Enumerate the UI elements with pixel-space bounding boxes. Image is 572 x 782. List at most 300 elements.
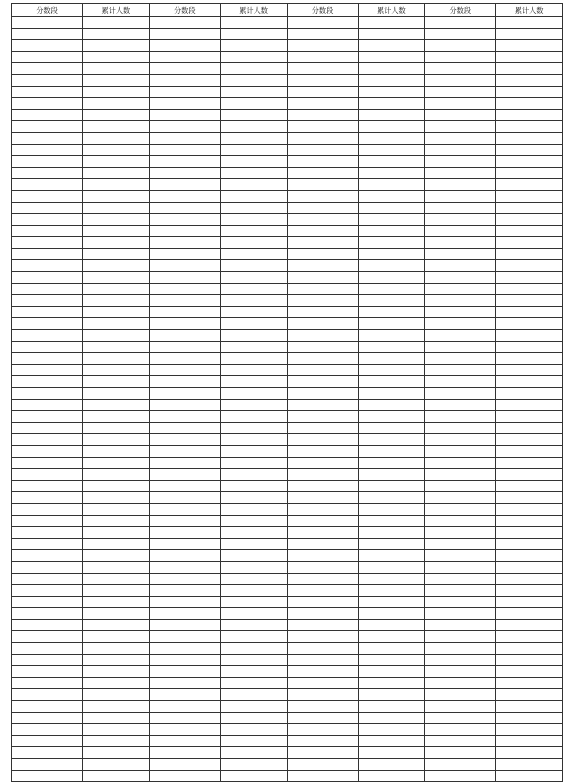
cumulative-count-cell [220,98,287,110]
table-row [12,109,563,121]
score-range-cell [287,515,358,527]
score-range-cell [12,677,83,689]
cumulative-count-cell [496,260,563,272]
score-range-cell [425,167,496,179]
score-range-cell [12,596,83,608]
table-body [12,17,563,782]
score-range-cell [12,225,83,237]
cumulative-count-cell [358,283,425,295]
score-range-cell [425,492,496,504]
score-range-cell [149,28,220,40]
table-row [12,330,563,342]
score-range-cell [12,341,83,353]
score-range-cell [149,121,220,133]
score-range-cell [425,51,496,63]
cumulative-count-cell [83,225,150,237]
cumulative-count-cell [83,666,150,678]
cumulative-count-cell [220,399,287,411]
cumulative-count-cell [496,712,563,724]
cumulative-count-cell [358,503,425,515]
score-range-cell [287,445,358,457]
score-range-cell [149,260,220,272]
score-range-cell [12,666,83,678]
score-range-cell [425,283,496,295]
cumulative-count-cell [358,109,425,121]
score-range-cell [12,190,83,202]
score-range-cell [12,538,83,550]
cumulative-count-cell [496,527,563,539]
cumulative-count-cell [496,225,563,237]
cumulative-count-cell [220,735,287,747]
cumulative-count-cell [358,167,425,179]
table-row [12,515,563,527]
header-cumulative-count-3: 累计人数 [358,4,425,17]
score-range-cell [149,654,220,666]
cumulative-count-cell [496,619,563,631]
cumulative-count-cell [83,190,150,202]
score-range-cell [425,596,496,608]
cumulative-count-cell [358,98,425,110]
cumulative-count-cell [220,457,287,469]
table-row [12,353,563,365]
score-range-cell [149,248,220,260]
score-range-cell [12,248,83,260]
table-row [12,770,563,782]
cumulative-count-cell [496,202,563,214]
cumulative-count-cell [496,480,563,492]
table-row [12,74,563,86]
score-range-cell [149,631,220,643]
cumulative-count-cell [496,121,563,133]
score-range-cell [425,469,496,481]
score-range-cell [425,585,496,597]
score-range-cell [12,619,83,631]
cumulative-count-cell [220,619,287,631]
table-row [12,144,563,156]
cumulative-count-cell [220,608,287,620]
score-range-cell [287,156,358,168]
table-row [12,759,563,771]
score-range-cell [425,318,496,330]
cumulative-count-cell [496,538,563,550]
cumulative-count-cell [220,63,287,75]
score-range-cell [12,86,83,98]
cumulative-count-cell [496,330,563,342]
score-range-cell [287,759,358,771]
cumulative-count-cell [220,492,287,504]
score-range-cell [425,98,496,110]
table-row [12,260,563,272]
score-range-cell [425,248,496,260]
cumulative-count-cell [220,248,287,260]
cumulative-count-cell [83,701,150,713]
score-range-cell [425,503,496,515]
cumulative-count-cell [358,260,425,272]
cumulative-count-cell [358,608,425,620]
cumulative-count-cell [496,353,563,365]
cumulative-count-cell [83,561,150,573]
score-range-cell [12,759,83,771]
score-range-cell [425,550,496,562]
score-range-cell [425,399,496,411]
header-score-range-3: 分数段 [287,4,358,17]
cumulative-count-cell [358,364,425,376]
score-range-cell [287,654,358,666]
cumulative-count-cell [83,306,150,318]
cumulative-count-cell [83,341,150,353]
cumulative-count-cell [358,190,425,202]
table-row [12,248,563,260]
score-range-cell [149,573,220,585]
table-row [12,631,563,643]
cumulative-count-cell [358,132,425,144]
cumulative-count-cell [496,109,563,121]
score-range-cell [149,677,220,689]
header-cumulative-count-1: 累计人数 [83,4,150,17]
score-range-cell [425,202,496,214]
cumulative-count-cell [220,132,287,144]
table-row [12,121,563,133]
table-row [12,596,563,608]
cumulative-count-cell [83,74,150,86]
cumulative-count-cell [496,724,563,736]
cumulative-count-cell [220,445,287,457]
table-row [12,735,563,747]
score-range-cell [425,770,496,782]
score-range-cell [12,272,83,284]
score-range-cell [149,399,220,411]
cumulative-count-cell [358,237,425,249]
cumulative-count-cell [496,445,563,457]
score-range-cell [12,318,83,330]
score-range-cell [287,422,358,434]
cumulative-count-cell [220,214,287,226]
cumulative-count-cell [83,144,150,156]
score-range-cell [287,330,358,342]
score-range-cell [425,712,496,724]
cumulative-count-cell [220,747,287,759]
cumulative-count-cell [496,214,563,226]
score-range-cell [12,689,83,701]
cumulative-count-cell [220,318,287,330]
score-range-cell [149,40,220,52]
cumulative-count-cell [83,712,150,724]
score-range-cell [12,735,83,747]
cumulative-count-cell [220,156,287,168]
cumulative-count-cell [83,248,150,260]
score-range-cell [12,364,83,376]
score-range-cell [149,724,220,736]
cumulative-count-cell [358,51,425,63]
cumulative-count-cell [496,689,563,701]
table-row [12,156,563,168]
score-range-cell [287,747,358,759]
cumulative-count-cell [220,364,287,376]
score-range-cell [425,643,496,655]
cumulative-count-cell [220,17,287,29]
table-row [12,585,563,597]
cumulative-count-cell [83,121,150,133]
table-row [12,283,563,295]
cumulative-count-cell [496,74,563,86]
score-range-cell [149,341,220,353]
cumulative-count-cell [358,28,425,40]
score-range-cell [149,434,220,446]
score-range-cell [12,527,83,539]
score-range-cell [12,701,83,713]
cumulative-count-cell [83,619,150,631]
score-range-cell [12,167,83,179]
cumulative-count-cell [496,573,563,585]
score-range-cell [12,445,83,457]
score-range-cell [12,654,83,666]
cumulative-count-cell [358,179,425,191]
cumulative-count-cell [496,561,563,573]
cumulative-count-cell [83,457,150,469]
cumulative-count-cell [83,503,150,515]
cumulative-count-cell [358,654,425,666]
score-range-cell [425,654,496,666]
score-range-cell [149,561,220,573]
cumulative-count-cell [358,596,425,608]
score-range-cell [149,214,220,226]
cumulative-count-cell [220,121,287,133]
table-row [12,689,563,701]
score-range-cell [287,214,358,226]
score-range-cell [425,631,496,643]
cumulative-count-cell [358,63,425,75]
cumulative-count-cell [496,643,563,655]
score-range-cell [425,190,496,202]
score-range-cell [287,480,358,492]
cumulative-count-cell [83,272,150,284]
cumulative-count-cell [83,724,150,736]
cumulative-count-cell [83,596,150,608]
score-range-cell [287,28,358,40]
score-range-cell [287,179,358,191]
score-range-cell [425,573,496,585]
score-range-cell [287,202,358,214]
cumulative-count-cell [496,237,563,249]
cumulative-count-cell [83,538,150,550]
cumulative-count-cell [496,735,563,747]
cumulative-count-cell [220,631,287,643]
score-range-cell [12,573,83,585]
cumulative-count-cell [83,759,150,771]
score-range-cell [149,86,220,98]
score-range-cell [425,724,496,736]
score-range-cell [425,295,496,307]
table-row [12,643,563,655]
cumulative-count-cell [83,735,150,747]
cumulative-count-cell [358,724,425,736]
cumulative-count-cell [358,666,425,678]
score-range-cell [12,561,83,573]
cumulative-count-cell [358,40,425,52]
score-range-cell [12,388,83,400]
score-range-cell [287,770,358,782]
cumulative-count-cell [220,330,287,342]
cumulative-count-cell [83,573,150,585]
score-range-cell [12,643,83,655]
table-row [12,364,563,376]
score-range-cell [149,422,220,434]
cumulative-count-cell [358,399,425,411]
score-range-cell [149,492,220,504]
score-range-cell [12,747,83,759]
score-range-cell [12,28,83,40]
cumulative-count-cell [496,248,563,260]
cumulative-count-cell [83,179,150,191]
score-range-cell [149,74,220,86]
score-range-cell [287,388,358,400]
score-range-cell [12,306,83,318]
score-range-cell [149,156,220,168]
score-range-cell [287,132,358,144]
cumulative-count-cell [220,561,287,573]
cumulative-count-cell [358,759,425,771]
score-range-cell [287,689,358,701]
score-range-cell [425,527,496,539]
cumulative-count-cell [496,666,563,678]
cumulative-count-cell [358,202,425,214]
score-range-cell [149,98,220,110]
cumulative-count-cell [496,341,563,353]
table-row [12,434,563,446]
cumulative-count-cell [358,747,425,759]
cumulative-count-cell [220,503,287,515]
score-range-cell [149,770,220,782]
cumulative-count-cell [358,457,425,469]
cumulative-count-cell [83,469,150,481]
score-range-cell [12,376,83,388]
score-range-cell [287,457,358,469]
cumulative-count-cell [220,225,287,237]
score-range-cell [12,156,83,168]
score-range-cell [149,202,220,214]
cumulative-count-cell [220,86,287,98]
cumulative-count-cell [496,411,563,423]
cumulative-count-cell [83,40,150,52]
score-range-cell [425,225,496,237]
score-range-cell [425,701,496,713]
score-range-cell [149,643,220,655]
score-range-cell [425,561,496,573]
score-range-cell [149,63,220,75]
table-row [12,411,563,423]
cumulative-count-cell [496,376,563,388]
table-row [12,214,563,226]
score-range-cell [149,330,220,342]
score-range-cell [425,260,496,272]
cumulative-count-cell [496,747,563,759]
score-range-cell [287,167,358,179]
table-row [12,17,563,29]
table-row [12,712,563,724]
cumulative-count-cell [496,28,563,40]
cumulative-count-cell [358,295,425,307]
cumulative-count-cell [220,422,287,434]
cumulative-count-cell [83,550,150,562]
cumulative-count-cell [220,689,287,701]
score-distribution-sheet [11,0,562,768]
cumulative-count-cell [83,330,150,342]
cumulative-count-cell [220,190,287,202]
score-range-cell [12,179,83,191]
cumulative-count-cell [83,411,150,423]
cumulative-count-cell [83,17,150,29]
score-range-cell [149,225,220,237]
table-row [12,167,563,179]
table-row [12,666,563,678]
score-range-cell [425,666,496,678]
table-row [12,132,563,144]
score-range-cell [149,283,220,295]
cumulative-count-cell [358,701,425,713]
score-range-cell [149,445,220,457]
score-range-cell [12,353,83,365]
cumulative-count-cell [358,515,425,527]
score-range-cell [149,527,220,539]
cumulative-count-cell [220,643,287,655]
score-range-cell [149,411,220,423]
cumulative-count-cell [220,550,287,562]
table-row [12,503,563,515]
score-range-cell [287,272,358,284]
table-row [12,724,563,736]
cumulative-count-cell [496,295,563,307]
table-row [12,608,563,620]
cumulative-count-cell [83,98,150,110]
score-range-cell [287,248,358,260]
cumulative-count-cell [220,353,287,365]
score-range-cell [287,550,358,562]
score-range-cell [425,272,496,284]
table-row [12,318,563,330]
cumulative-count-cell [220,538,287,550]
table-row [12,747,563,759]
score-range-cell [149,237,220,249]
score-range-cell [149,712,220,724]
score-range-cell [287,283,358,295]
cumulative-count-cell [358,469,425,481]
score-range-cell [12,132,83,144]
cumulative-count-cell [220,527,287,539]
score-range-cell [425,388,496,400]
score-range-cell [12,121,83,133]
score-range-cell [287,619,358,631]
cumulative-count-cell [496,515,563,527]
cumulative-count-cell [83,654,150,666]
score-range-cell [149,144,220,156]
score-range-cell [149,388,220,400]
cumulative-count-cell [358,144,425,156]
score-range-cell [425,109,496,121]
cumulative-count-cell [83,109,150,121]
table-row [12,28,563,40]
table-row [12,561,563,573]
score-range-cell [425,422,496,434]
score-range-cell [425,677,496,689]
score-range-cell [12,712,83,724]
score-range-cell [149,457,220,469]
score-range-cell [287,364,358,376]
score-range-cell [12,457,83,469]
score-range-cell [12,411,83,423]
score-range-cell [12,492,83,504]
score-range-cell [149,747,220,759]
cumulative-count-cell [496,306,563,318]
